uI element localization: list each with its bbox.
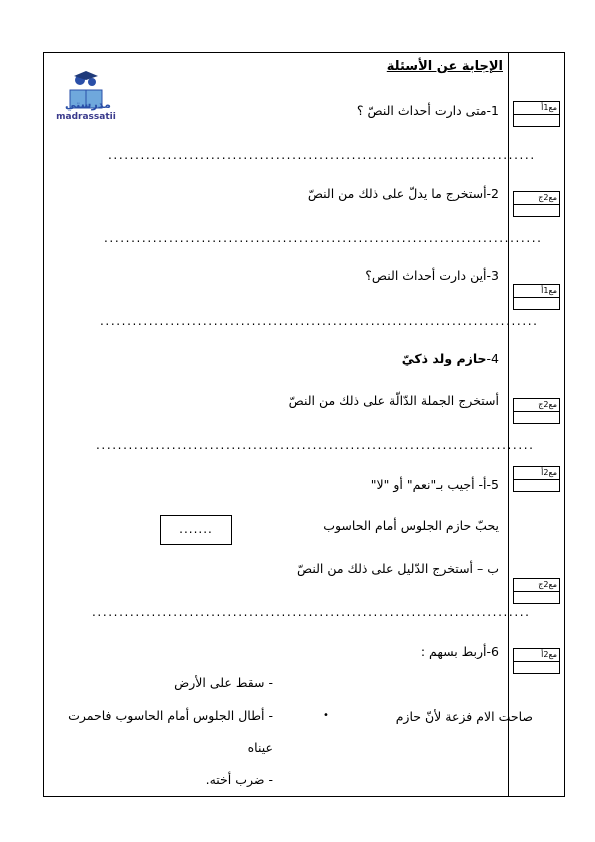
criteria-label: مع2ج bbox=[538, 400, 557, 409]
question-5a: 5-أ- أجيب بـ"نعم" أو "لا" bbox=[370, 477, 499, 492]
answer-line-1[interactable]: ............................................................................... bbox=[108, 148, 536, 162]
page-frame bbox=[43, 52, 565, 797]
question-4: أستخرج الجملة الدّالّة على ذلك من النصّ bbox=[288, 393, 499, 408]
yes-no-answer-box[interactable]: ....... bbox=[160, 515, 232, 545]
question-2: 2-أستخرج ما يدلّ على ذلك من النصّ bbox=[307, 186, 499, 201]
match-option-2[interactable]: - أطال الجلوس أمام الحاسوب فاحمرت bbox=[68, 708, 273, 723]
answer-line-4[interactable]: ................................................................................. bbox=[96, 438, 535, 452]
match-option-1[interactable]: - سقط على الأرض bbox=[174, 675, 273, 690]
criteria-box-3 bbox=[513, 284, 560, 310]
criteria-box-6 bbox=[513, 578, 560, 604]
criteria-label: مع1أ bbox=[541, 286, 557, 295]
match-option-3[interactable]: - ضرب أخته. bbox=[205, 772, 273, 787]
match-option-2-continued: عيناه bbox=[247, 740, 273, 755]
question-4-heading bbox=[402, 351, 499, 367]
criteria-box-1 bbox=[513, 101, 560, 127]
question-5b: ب – أستخرج الدّليل على ذلك من النصّ bbox=[297, 561, 499, 576]
criteria-box-5 bbox=[513, 466, 560, 492]
question-4-number: 4- bbox=[486, 351, 499, 366]
criteria-column-divider bbox=[508, 52, 509, 797]
criteria-box-2 bbox=[513, 191, 560, 217]
answer-line-5[interactable]: ................................................................................. bbox=[92, 605, 531, 619]
criteria-box-4 bbox=[513, 398, 560, 424]
question-4-statement: حازم ولد ذكيّ bbox=[401, 351, 487, 366]
answer-line-3[interactable]: ................................................................................. bbox=[100, 314, 539, 328]
question-1: 1-متى دارت أحداث النصّ ؟ bbox=[356, 103, 499, 118]
logo-arabic-text: مدرستي bbox=[65, 98, 111, 111]
logo-latin-text: madrassatii bbox=[56, 112, 116, 122]
answer-line-2[interactable]: ................................................................................. bbox=[104, 231, 543, 245]
criteria-label: مع2ج bbox=[538, 193, 557, 202]
criteria-label: مع1أ bbox=[541, 103, 557, 112]
question-3: 3-أين دارت أحداث النص؟ bbox=[365, 268, 499, 283]
criteria-box-7 bbox=[513, 648, 560, 674]
page-title: الإجابة عن الأسئلة bbox=[386, 59, 503, 74]
match-bullet[interactable]: • bbox=[323, 710, 329, 721]
question-6: 6-أربط بسهم : bbox=[420, 644, 499, 659]
match-left-statement: صاحت الام فزعة لأنّ حازم bbox=[395, 709, 533, 724]
criteria-label: مع2أ bbox=[541, 468, 557, 477]
criteria-label: مع2ج bbox=[538, 580, 557, 589]
criteria-label: مع2أ bbox=[541, 650, 557, 659]
question-5a-statement: يحبّ حازم الجلوس أمام الحاسوب bbox=[323, 518, 499, 533]
